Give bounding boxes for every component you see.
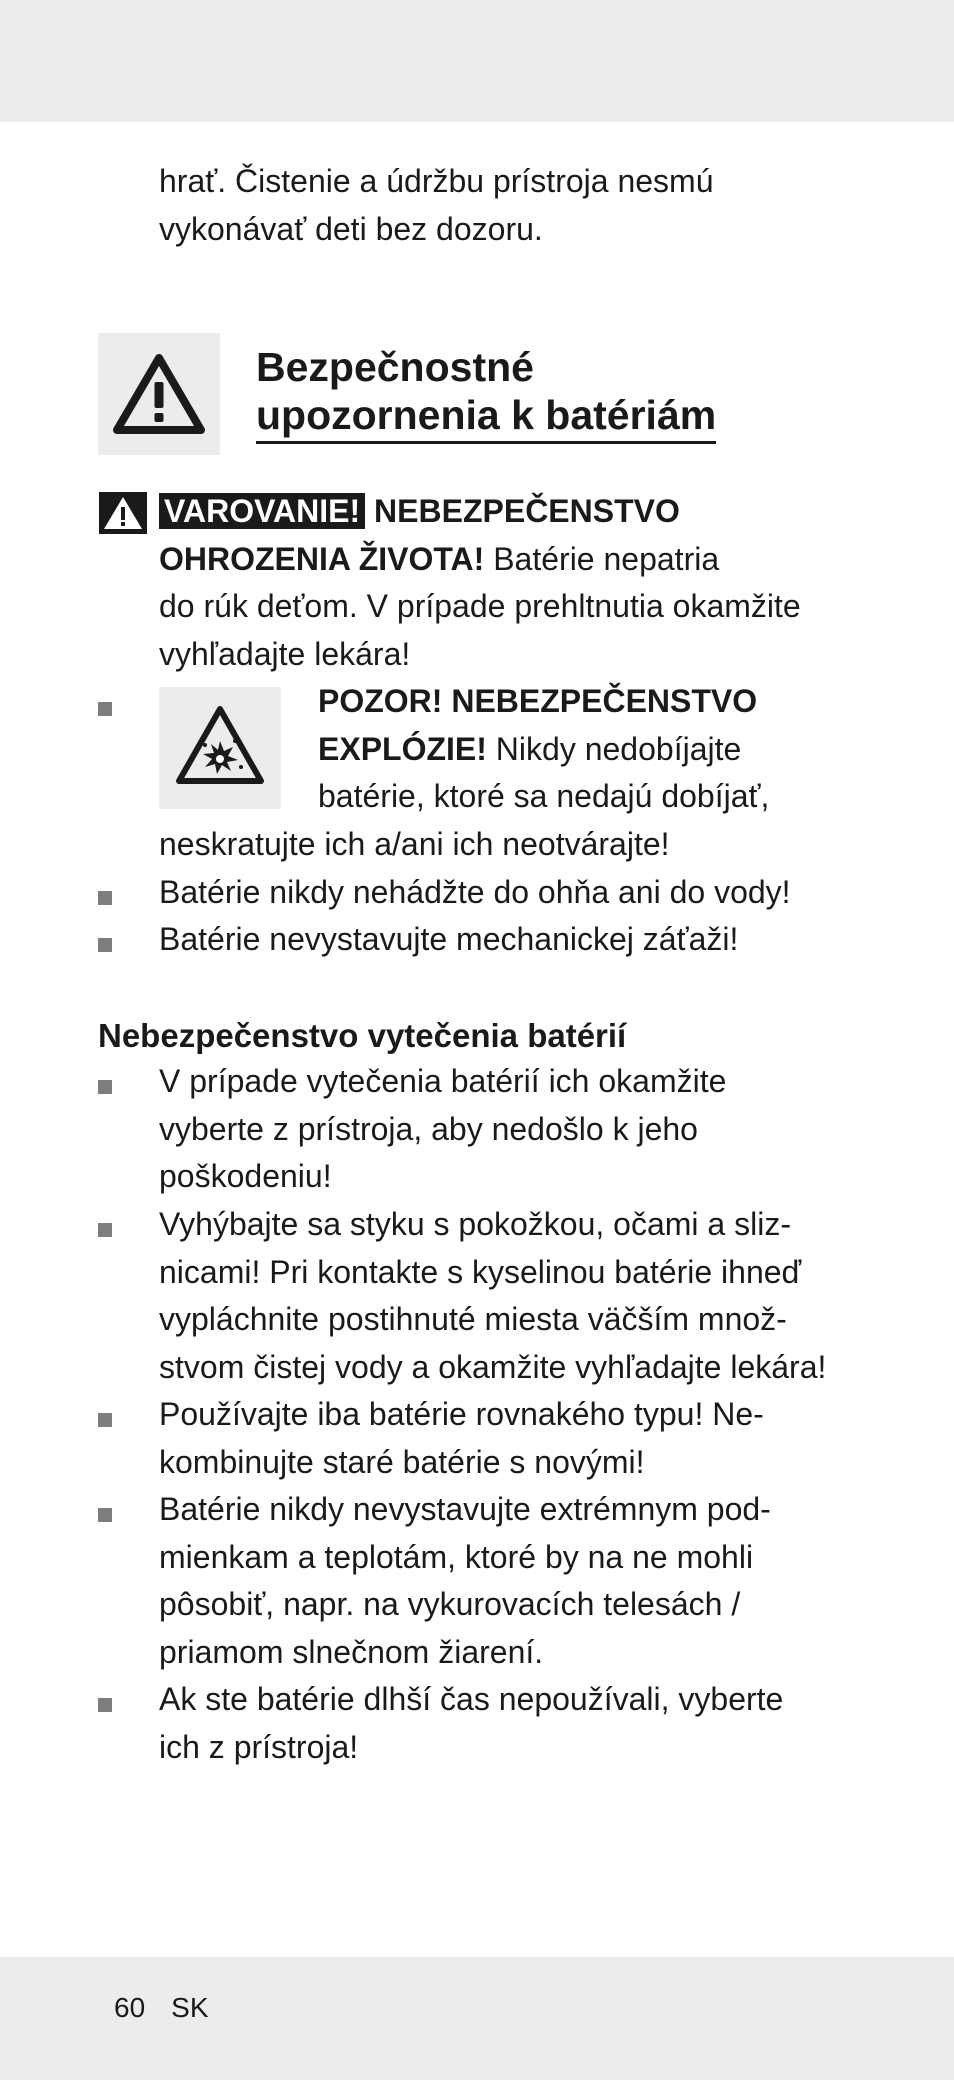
section-icon-box	[98, 333, 220, 455]
intro-line: vykonávať deti bez dozoru.	[159, 210, 543, 247]
warning-text: Batérie nepatria	[484, 540, 720, 577]
list-item	[159, 1676, 879, 1771]
warning-text: vyhľadajte lekára!	[159, 635, 411, 672]
warning-text: neskratujte ich a/ani ich neotvárajte!	[159, 826, 670, 862]
warning-triangle-icon	[112, 353, 206, 435]
list-bullet	[98, 1080, 112, 1094]
intro-paragraph	[159, 158, 879, 253]
list-item	[159, 916, 879, 964]
list-item	[159, 869, 879, 917]
list-item-line: ich z prístroja!	[159, 1728, 359, 1765]
list-item-line: vyberte z prístroja, aby nedošlo k jeho	[159, 1110, 698, 1147]
list-bullet	[98, 1698, 112, 1712]
list-item-line: mienkam a teplotám, ktoré by na ne mohli	[159, 1538, 754, 1575]
list-bullet	[98, 1413, 112, 1427]
warning-text: Nikdy nedobíjajte	[486, 730, 742, 767]
list-item-line: vypláchnite postihnuté miesta väčším množ-	[159, 1301, 787, 1337]
list-item-line: Batérie nikdy nevystavujte extrémnym pod-	[159, 1491, 771, 1527]
warning-bullet-icon	[99, 492, 147, 534]
warning-paragraph-2	[318, 678, 878, 821]
explosion-icon-box	[159, 687, 281, 809]
intro-line: hrať. Čistenie a údržbu prístroja nesmú	[159, 163, 714, 199]
list-bullet	[98, 1223, 112, 1237]
warning-bold-text: OHROZENIA ŽIVOTA!	[159, 540, 485, 577]
section-title-line2: upozornenia k batériám	[256, 391, 716, 444]
warning-bold-text: EXPLÓZIE!	[318, 730, 487, 767]
warning-badge: VAROVANIE!	[159, 493, 365, 529]
warning-paragraph-1	[159, 488, 879, 678]
list-item	[159, 1391, 879, 1486]
list-item-line: Vyhýbajte sa styku s pokožkou, očami a sliz-	[159, 1206, 791, 1242]
list-item-line: Batérie nikdy nehádžte do ohňa ani do vody!	[159, 874, 791, 910]
list-bullet	[98, 938, 112, 952]
list-bullet	[98, 702, 112, 716]
section-title-line1: Bezpečnostné	[256, 344, 534, 390]
warning-bold-text: POZOR! NEBEZPEČENSTVO	[318, 683, 758, 719]
list-item	[159, 1486, 879, 1676]
list-item-line: nicami! Pri kontakte s kyselinou batérie ihneď	[159, 1253, 802, 1290]
section-title	[256, 343, 716, 444]
language-code: SK	[171, 1992, 209, 2023]
list-item-line: V prípade vytečenia batérií ich okamžite	[159, 1063, 727, 1099]
explosion-warning-icon	[175, 705, 265, 787]
list-item-line: kombinujte staré batérie s novými!	[159, 1443, 645, 1480]
list-item-line: Ak ste batérie dlhší čas nepoužívali, vyberte	[159, 1681, 784, 1717]
page-footer	[114, 1988, 235, 2028]
list-bullet	[98, 891, 112, 905]
warning-text: do rúk deťom. V prípade prehltnutia okamžite	[159, 588, 801, 624]
list-item-line: stvom čistej vody a okamžite vyhľadajte lekára!	[159, 1348, 827, 1385]
list-item-line: priamom slnečnom žiarení.	[159, 1633, 544, 1670]
list-item	[159, 1058, 879, 1201]
top-band	[0, 0, 954, 122]
list-item-line: pôsobiť, napr. na vykurovacích telesách /	[159, 1586, 741, 1622]
list-item	[159, 1201, 879, 1391]
warning-bold-text: NEBEZPEČENSTVO	[365, 493, 680, 529]
list-item-line: Batérie nevystavujte mechanickej záťaži!	[159, 921, 739, 957]
page-number: 60	[114, 1992, 146, 2023]
warning-text: batérie, ktoré sa nedajú dobíjať,	[318, 778, 770, 814]
list-item-line: Používajte iba batérie rovnakého typu! Ne-	[159, 1396, 764, 1432]
list-item-line: poškodeniu!	[159, 1158, 332, 1194]
leak-section-title: Nebezpečenstvo vytečenia batérií	[98, 1017, 627, 1054]
list-bullet	[98, 1508, 112, 1522]
